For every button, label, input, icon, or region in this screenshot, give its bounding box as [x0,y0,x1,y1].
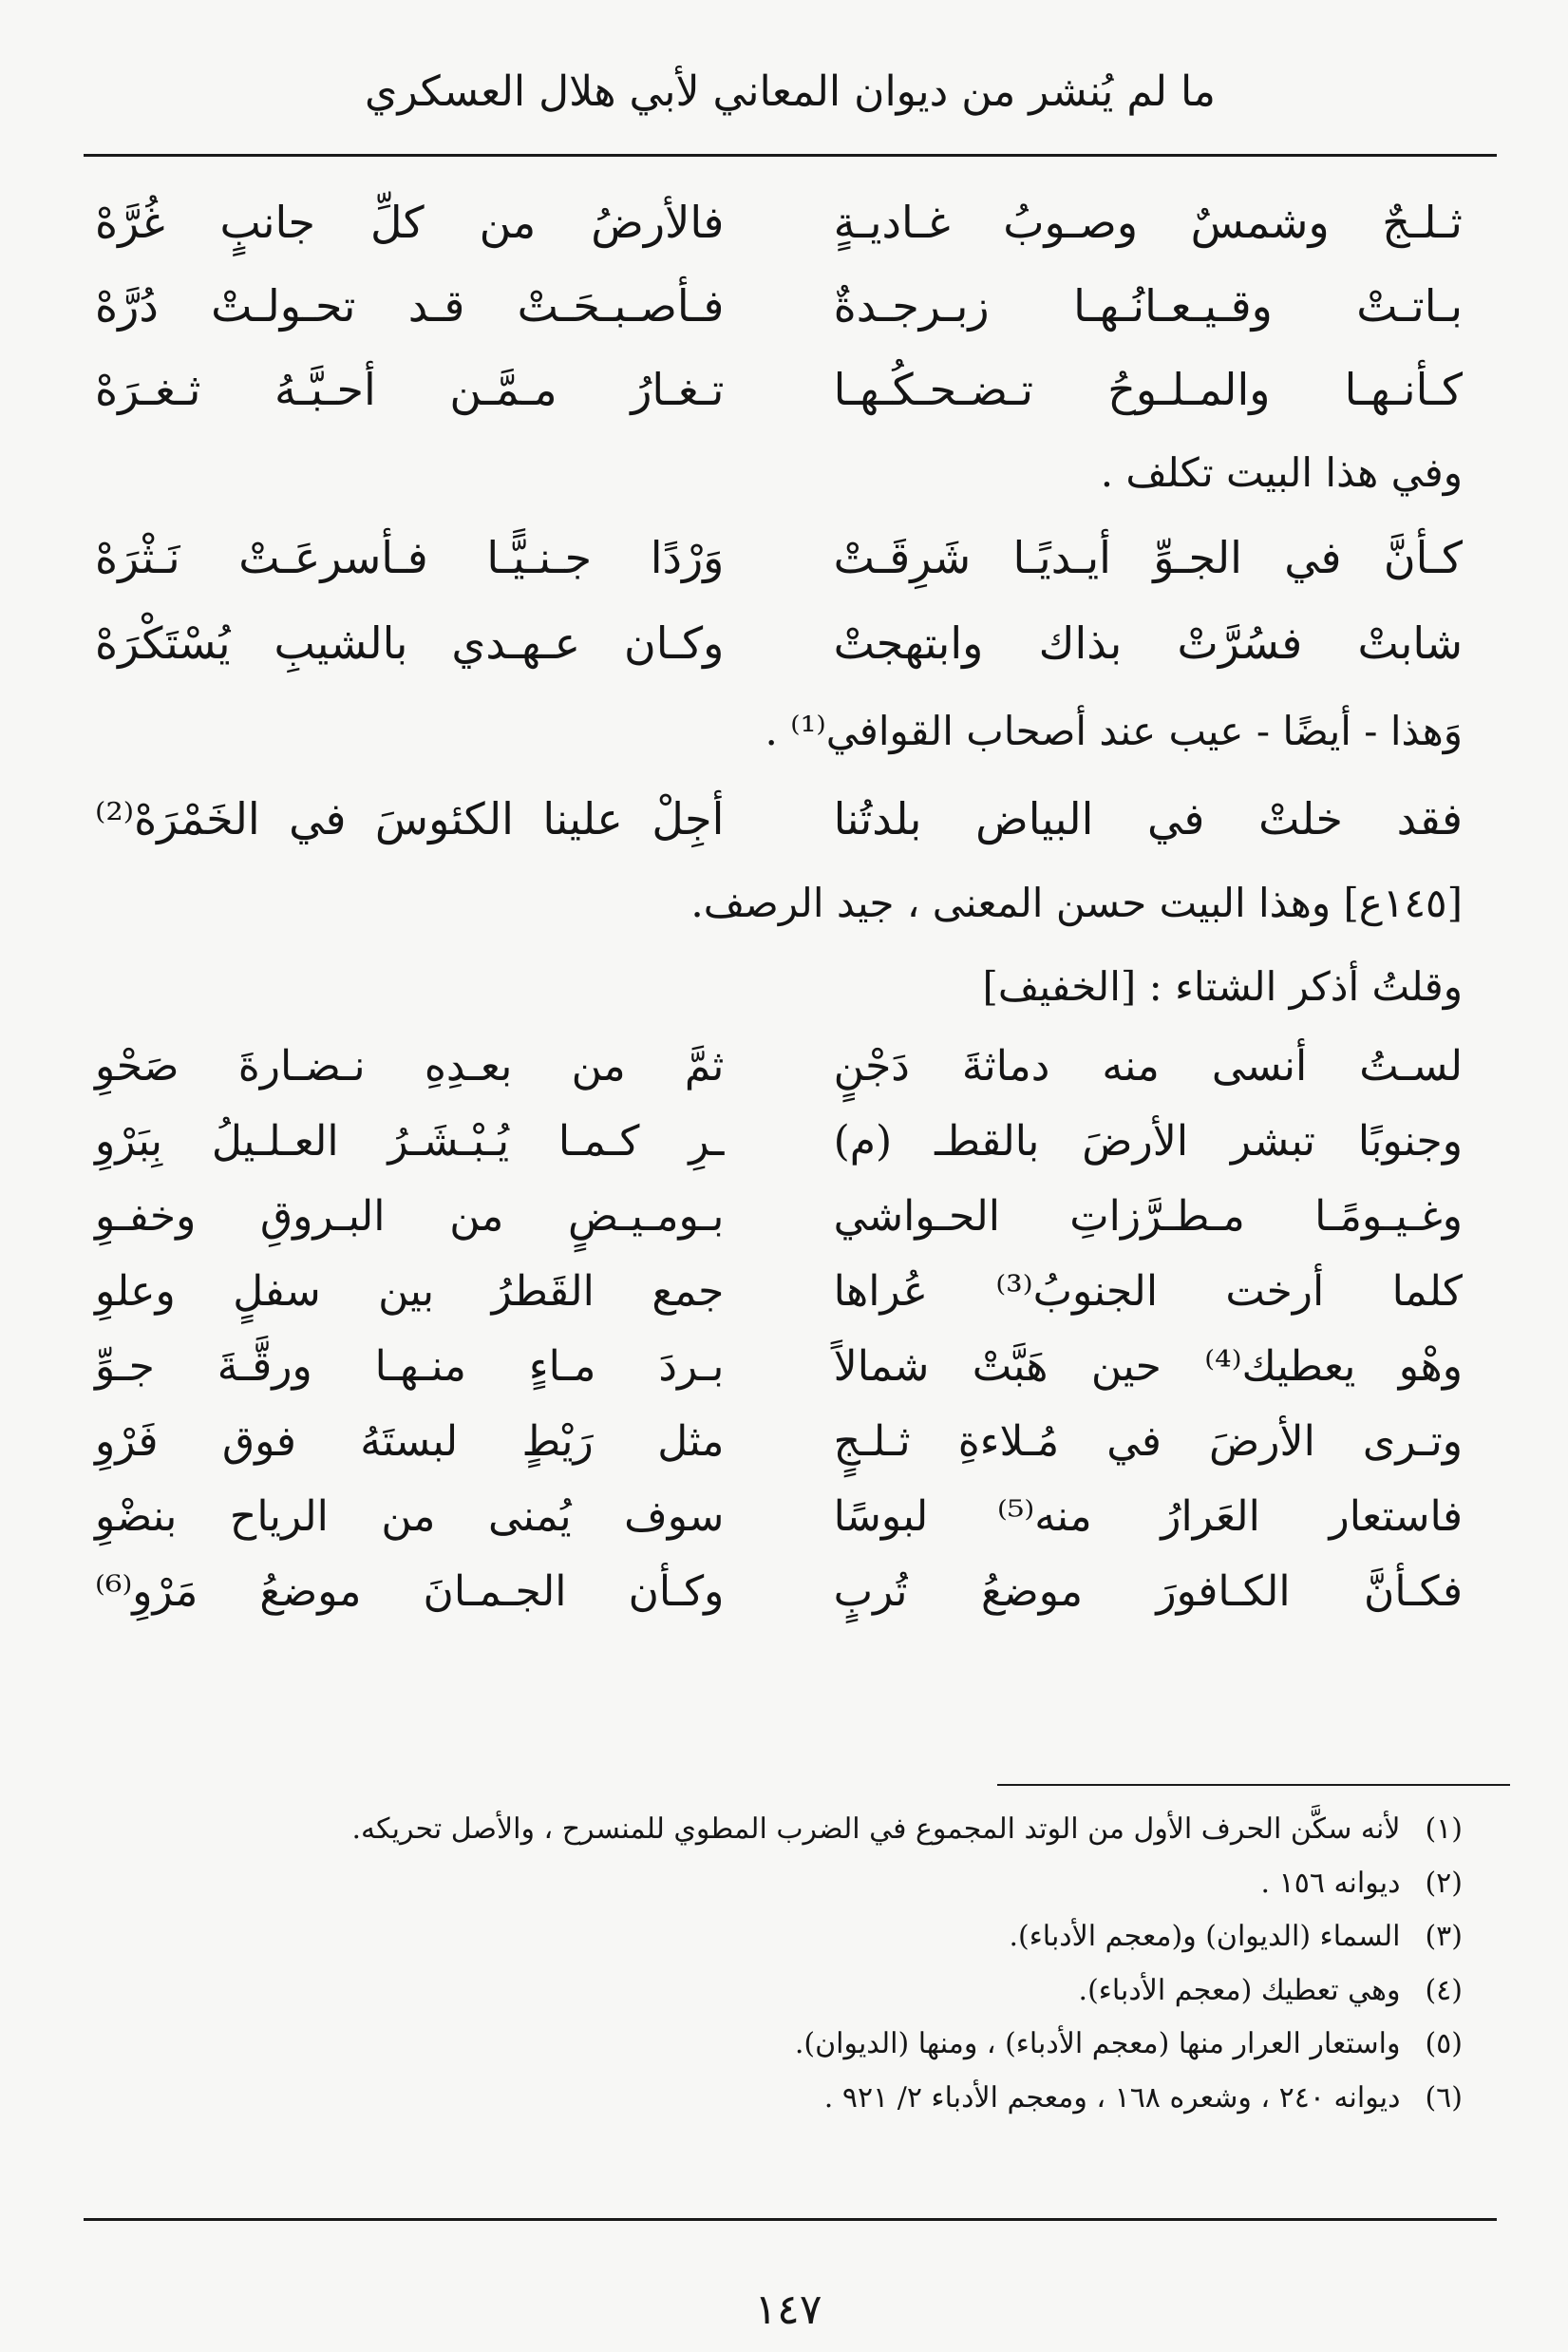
verse-line [95,1479,1463,1554]
verse-second-hemistich: سوف يُمنى من الرياح بنضْوِ [95,1492,725,1541]
verse-first-hemistich: كـأنـهـا والمـلـوحُ تـضـحـكُـهـا [833,364,1463,415]
verse-second-hemistich: ـرِ كـمـا يُـبْـشَـرُ العـلـيلُ بِبَرْوِ [95,1117,725,1166]
verse-first-hemistich: لسـتُ أنسى منه دماثةَ دَجْنٍ [833,1042,1463,1091]
footnote-text: لأنه سكَّن الحرف الأول من الوتد المجموع في الضرب المطوي للمنسرح ، والأصل تحريكه. [351,1812,1401,1846]
verse-line [95,1404,1463,1479]
main-text [95,180,1463,1629]
verse-first-hemistich: وتـرى الأرضَ في مُـلاءةِ ثـلـجٍ [833,1417,1463,1466]
footnote-text: ديوانه ٢٤٠ ، وشعره ١٦٨ ، ومعجم الأدباء ٢/ ٩٢١ . [823,2080,1401,2115]
verse-line [95,1029,1463,1104]
verse-block-2 [95,515,1463,686]
footnote [104,1964,1463,2019]
footnote-number: (٥) [1425,2027,1463,2060]
footnote-number: (٢) [1425,1866,1463,1900]
verse-line [95,264,1463,348]
verse-line [95,1329,1463,1404]
verse-line [95,515,1463,600]
footnote [104,2018,1463,2072]
verse-line [95,1554,1463,1629]
verse-line [95,1104,1463,1179]
verse-line [95,180,1463,264]
footnote [104,1910,1463,1964]
verse-line [95,1179,1463,1254]
verse-block-1 [95,180,1463,431]
verse-second-hemistich: أجِلْ علينا الكئوسَ في الخَمْرَهْ⁽²⁾ [95,793,725,844]
footnote-text: واستعار العرار منها (معجم الأدباء) ، ومنها (الديوان). [794,2027,1401,2060]
verse-first-hemistich: فقد خلتْ في البياض بلدتُنا [833,793,1463,844]
verse-second-hemistich: وكـان عـهـدي بالشيبِ يُسْتَكْرَهْ [95,617,725,669]
prose-paragraph: وفي هذا البيت تكلف . [1100,449,1463,496]
footnote-number: (٦) [1425,2080,1463,2115]
verse-first-hemistich: بـاتـتْ وقـيـعـانُـهـا زبـرجـدةٌ [833,280,1463,332]
footnote [104,2072,1463,2126]
verse-first-hemistich: وجنوبًا تبشر الأرضَ بالقطـ (م) [833,1117,1463,1166]
verse-first-hemistich: ثـلـجٌ وشمسٌ وصـوبُ غـاديـةٍ [833,197,1463,248]
verse-first-hemistich: كـأنَّ في الجـوِّ أيـديًـا شَرِقَـتْ [833,532,1463,583]
verse-second-hemistich: ثمَّ من بعـدِهِ نـضـارةَ صَحْوِ [95,1042,725,1091]
prose-paragraph: وَهذا - أيضًا - عيب عند أصحاب القوافي⁽¹⁾ . [765,708,1463,754]
verse-first-hemistich: كلما أرخت الجنوبُ⁽³⁾ عُراها [833,1267,1463,1316]
verse-first-hemistich: وغـيـومًـا مـطـرَّزاتِ الحـواشي [833,1192,1463,1241]
footnote-separator [997,1784,1510,1786]
footer-rule [84,2218,1497,2221]
verse-second-hemistich: بـردَ مـاءٍ منـهـا ورقَّـةَ جـوِّ [95,1342,725,1391]
footnotes [104,1803,1463,2125]
prose-paragraph: [١٤٥ع] وهذا البيت حسن المعنى ، جيد الرصف. [690,880,1463,926]
verse-line [95,600,1463,686]
verse-line [95,776,1463,862]
verse-second-hemistich: وكـأن الجـمـانَ موضعُ مَرْوِ⁽⁶⁾ [95,1567,725,1616]
verse-line [95,348,1463,431]
footnote [104,1857,1463,1911]
footnote-text: ديوانه ١٥٦ . [1260,1866,1401,1900]
verse-block-4 [95,1029,1463,1629]
verse-first-hemistich: فكـأنَّ الكـافورَ موضعُ تُربٍ [833,1567,1463,1616]
verse-second-hemistich: جمع القَطرُ بين سفلٍ وعلوِ [95,1267,725,1316]
page-header [84,40,1497,144]
verse-second-hemistich: فالأرضُ من كلِّ جانبٍ غُرَّهْ [95,197,725,248]
prose-paragraph: وقلتُ أذكر الشتاء : [الخفيف] [982,963,1463,1010]
footnote-number: (٣) [1425,1920,1463,1953]
verse-first-hemistich: فاستعار العَرارُ منه⁽⁵⁾ لبوسًا [833,1492,1463,1541]
footnote [104,1803,1463,1857]
verse-second-hemistich: مثل رَيْطٍ لبستَهُ فوق فَرْوِ [95,1417,725,1466]
page-title: ما لم يُنشر من ديوان المعاني لأبي هلال العسكري [365,67,1216,116]
header-rule [84,154,1497,157]
verse-line [95,1254,1463,1329]
verse-second-hemistich: وَرْدًا جـنـيًّـا فـأسرعَـتْ نَـثْرَهْ [95,532,725,583]
page-number: ١٤٧ [754,2286,822,2334]
footnote-text: السماء (الديوان) و(معجم الأدباء). [1009,1920,1401,1953]
verse-second-hemistich: بـومـيـضٍ من البـروقِ وخفـوِ [95,1192,725,1241]
footnote-text: وهي تعطيك (معجم الأدباء). [1078,1973,1401,2007]
verse-block-3 [95,776,1463,862]
verse-first-hemistich: وهْو يعطيك⁽⁴⁾ حين هَبَّتْ شمالاً [833,1342,1463,1391]
verse-second-hemistich: فـأصـبـحَـتْ قـد تحـولـتْ دُرَّهْ [95,280,725,332]
footnote-number: (١) [1425,1812,1463,1846]
verse-first-hemistich: شابتْ فسُرَّتْ بذاك وابتهجتْ [833,617,1463,669]
verse-second-hemistich: تـغـارُ مـمَّـن أحـبَّـهُ ثـغـرَهْ [95,364,725,415]
footnote-number: (٤) [1425,1973,1463,2007]
